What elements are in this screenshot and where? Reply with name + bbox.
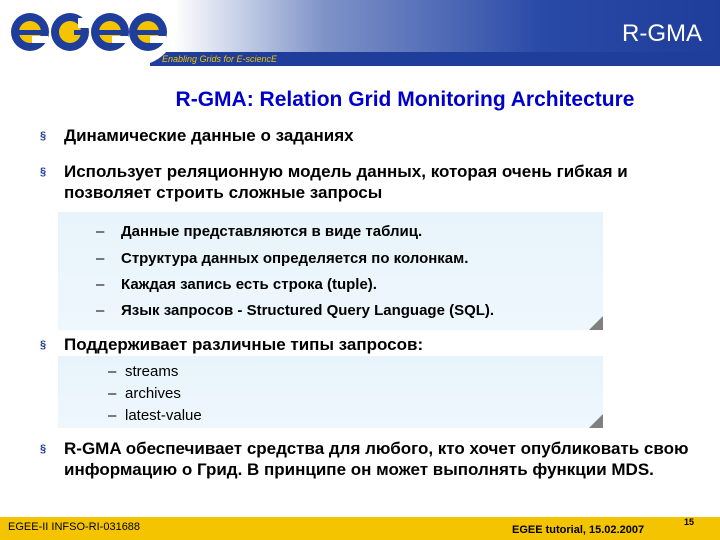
egee-logo <box>8 6 168 56</box>
query-type-text: streams <box>125 363 179 380</box>
bullet-3 <box>40 334 680 355</box>
logo-letter-e3 <box>129 13 167 51</box>
query-type-3 <box>108 406 408 425</box>
logo-letter-e2 <box>91 13 129 51</box>
dash-marker: – <box>108 385 117 402</box>
page-number: 15 <box>684 517 695 527</box>
footer-project-id: EGEE-II INFSO-RI-031688 <box>8 521 141 533</box>
section-title: R-GMA <box>622 20 702 47</box>
dash-marker: – <box>96 223 105 240</box>
slide-footer <box>0 517 720 540</box>
slide-header <box>0 0 720 66</box>
query-type-text: archives <box>125 385 181 402</box>
slide-title: R-GMA: Relation Grid Monitoring Architecture <box>175 88 635 111</box>
logo-letter-e1 <box>11 13 49 51</box>
dash-marker: – <box>108 407 117 424</box>
bullet-text: Динамические данные о заданиях <box>64 126 354 145</box>
query-type-text: latest-value <box>125 407 202 424</box>
relational-point-1 <box>96 222 616 241</box>
bullet-4 <box>40 438 700 480</box>
dash-marker: – <box>96 250 105 267</box>
panel-corner <box>589 414 603 428</box>
bullet-text: Поддерживает различные типы запросов: <box>64 335 424 354</box>
bullet-marker: § <box>40 443 47 455</box>
logo-letter-g <box>51 13 90 51</box>
dash-marker: – <box>108 363 117 380</box>
dash-marker: – <box>96 276 105 293</box>
relational-point-4 <box>96 301 616 320</box>
relational-point-3 <box>96 275 616 294</box>
bullet-1 <box>40 125 680 146</box>
bullet-marker: § <box>40 130 47 142</box>
footer-event-date: EGEE tutorial, 15.02.2007 <box>512 524 645 536</box>
query-type-2 <box>108 384 408 403</box>
relational-point-text: Структура данных определяется по колонкам. <box>121 250 469 267</box>
bullet-text: Использует реляционную модель данных, которая очень гибкая и позволяет строить сложные запросы <box>64 162 628 202</box>
header-tagline: Enabling Grids for E-sciencE <box>162 54 278 64</box>
dash-marker: – <box>96 302 105 319</box>
relational-point-2 <box>96 249 616 268</box>
bullet-marker: § <box>40 166 47 178</box>
bullet-2 <box>40 161 680 203</box>
relational-point-text: Язык запросов - Structured Query Language (SQL). <box>121 302 495 319</box>
relational-point-text: Каждая запись есть строка (tuple). <box>121 276 377 293</box>
bullet-text: R-GMA обеспечивает средства для любого, кто хочет опубликовать свою информацию о Грид. В принципе он может выполнять функции MDS. <box>64 439 689 479</box>
bullet-marker: § <box>40 339 47 351</box>
query-type-1 <box>108 362 408 381</box>
relational-point-text: Данные представляются в виде таблиц. <box>121 223 423 240</box>
